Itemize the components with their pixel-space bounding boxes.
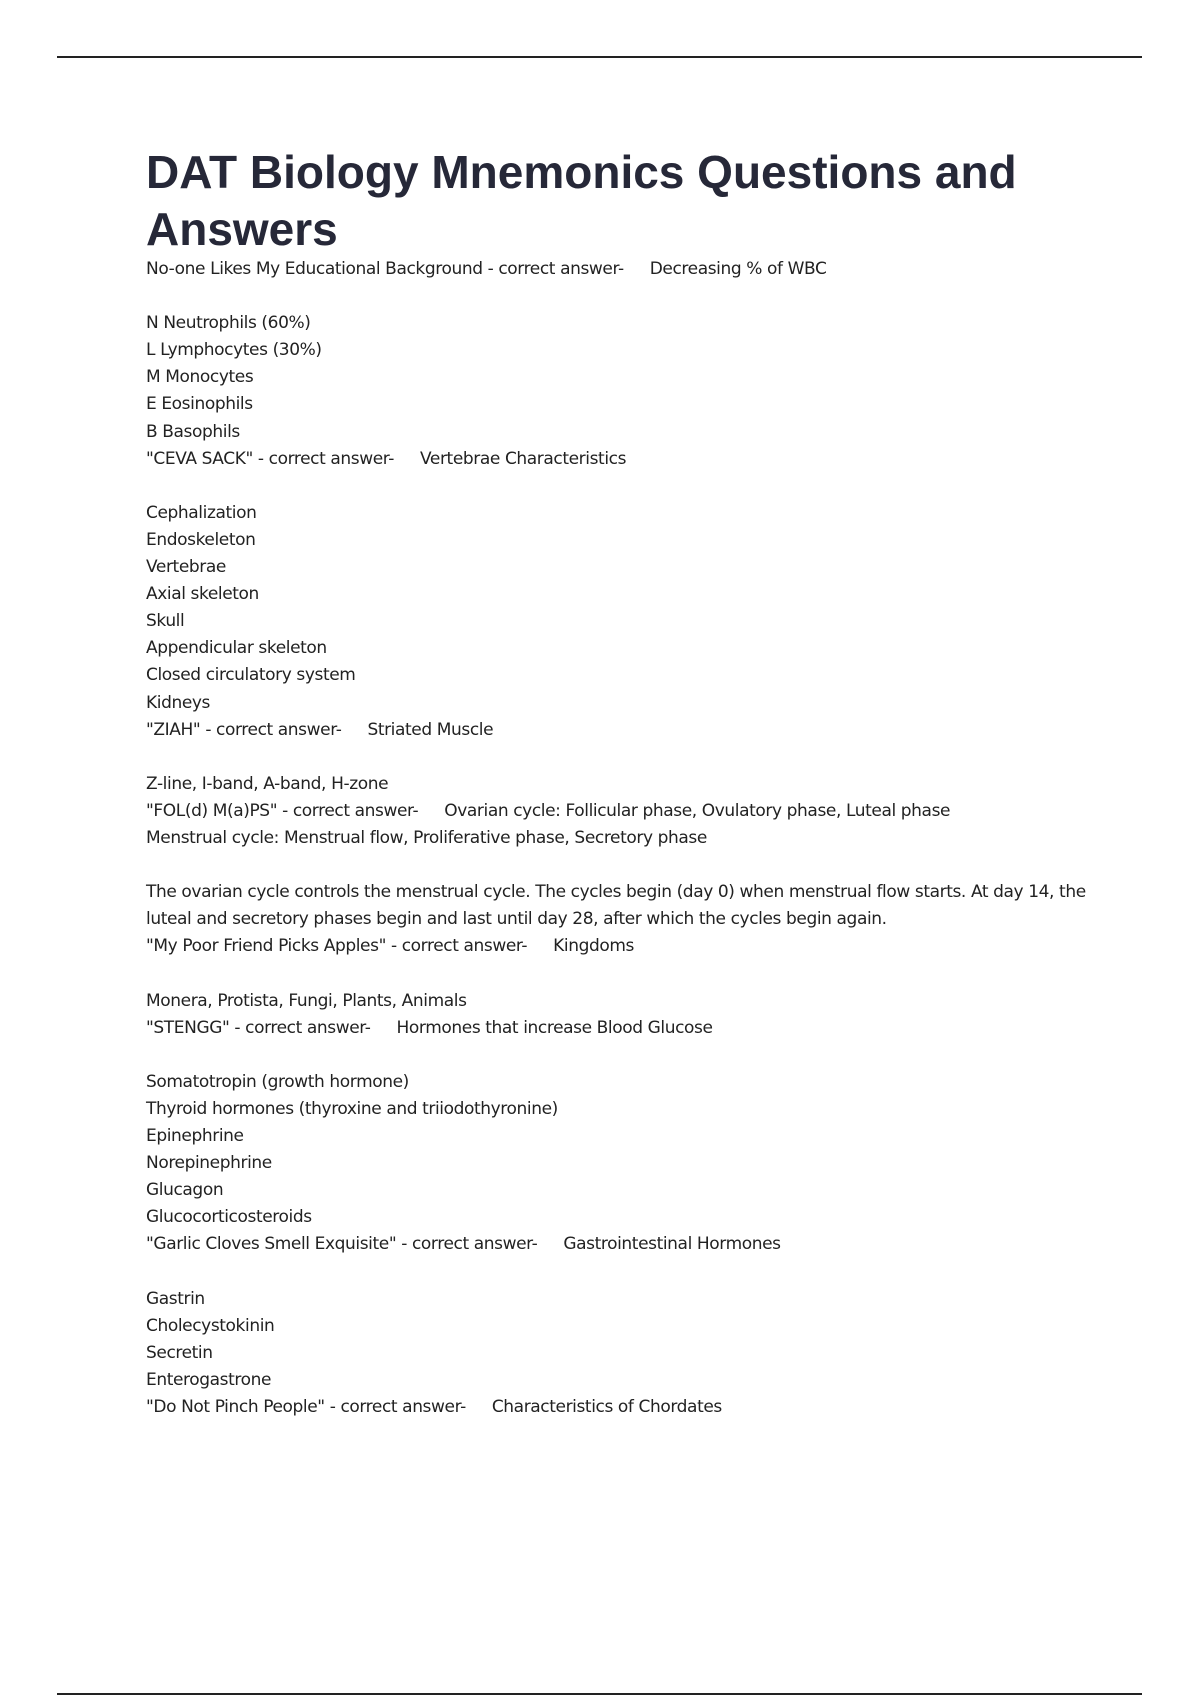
detail-line: Monera, Protista, Fungi, Plants, Animals (146, 990, 467, 1011)
qa-line (146, 717, 1086, 744)
detail-line: Glucocorticosteroids (146, 1207, 312, 1228)
detail-line: N Neutrophils (60%) (146, 313, 311, 334)
answer: Striated Muscle (367, 719, 494, 740)
qa-line (146, 933, 1086, 960)
blank-line (146, 473, 1086, 500)
qa-line (146, 798, 1086, 825)
question: "FOL(d) M(a)PS" - correct answer- (146, 800, 419, 821)
detail-line: Norepinephrine (146, 1153, 272, 1174)
qa-line (146, 446, 1086, 473)
detail-line: L Lymphocytes (30%) (146, 340, 322, 361)
detail-line: Gastrin (146, 1288, 205, 1309)
detail-line: M Monocytes (146, 367, 254, 388)
qa-line (146, 1231, 1086, 1258)
blank-line (146, 744, 1086, 771)
detail-line: Cholecystokinin (146, 1315, 275, 1336)
blank-line (146, 960, 1086, 987)
document-body (146, 256, 1091, 1421)
detail-line: Cephalization (146, 502, 257, 523)
blank-line (146, 283, 1086, 310)
detail-line: Z-line, I-band, A-band, H-zone (146, 773, 389, 794)
detail-line: Somatotropin (growth hormone) (146, 1071, 409, 1092)
qa-line (146, 1015, 1086, 1042)
document-title: DAT Biology Mnemonics Questions and Answers (146, 146, 1017, 255)
blank-line (146, 1042, 1086, 1069)
detail-line: Menstrual cycle: Menstrual flow, Proliferative phase, Secretory phase (146, 827, 707, 848)
detail-line: Appendicular skeleton (146, 638, 327, 659)
question: "Do Not Pinch People" - correct answer- (146, 1396, 466, 1417)
question: "STENGG" - correct answer- (146, 1017, 371, 1038)
question: "ZIAH" - correct answer- (146, 719, 342, 740)
detail-line: Skull (146, 611, 185, 632)
answer: Characteristics of Chordates (491, 1396, 722, 1417)
detail-line: Enterogastrone (146, 1369, 272, 1390)
blank-line (146, 1258, 1086, 1285)
answer: Hormones that increase Blood Glucose (396, 1017, 713, 1038)
detail-line: Endoskeleton (146, 529, 256, 550)
answer: Vertebrae Characteristics (420, 448, 627, 469)
question: "Garlic Cloves Smell Exquisite" - correct answer- (146, 1234, 538, 1255)
detail-line: Glucagon (146, 1180, 224, 1201)
detail-line: Kidneys (146, 692, 211, 713)
question: "CEVA SACK" - correct answer- (146, 448, 394, 469)
detail-line: Epinephrine (146, 1126, 244, 1146)
answer: Kingdoms (553, 936, 634, 957)
answer: Gastrointestinal Hormones (563, 1234, 781, 1255)
detail-line: E Eosinophils (146, 394, 253, 415)
qa-line (146, 256, 1086, 283)
question: No-one Likes My Educational Background - correct answer- (146, 259, 624, 279)
question: "My Poor Friend Picks Apples" - correct answer- (146, 936, 528, 957)
blank-line (146, 852, 1086, 879)
answer: Decreasing % of WBC (649, 259, 827, 279)
qa-line (146, 1394, 1086, 1421)
detail-line: Vertebrae (146, 557, 226, 578)
answer: Ovarian cycle: Follicular phase, Ovulatory phase, Luteal phase (444, 800, 951, 821)
detail-line: Closed circulatory system (146, 665, 356, 686)
header-rule (57, 56, 1142, 58)
detail-line: Thyroid hormones (thyroxine and triiodothyronine) (146, 1098, 558, 1119)
detail-line: B Basophils (146, 421, 240, 442)
detail-line: The ovarian cycle controls the menstrual cycle. The cycles begin (day 0) when menstrual flow starts. At day 14, the luteal and secretory phases begin and last until day 28, after which the cycles begin again. (146, 882, 1091, 930)
footer-rule (57, 1693, 1142, 1695)
detail-line: Secretin (146, 1342, 213, 1363)
detail-line: Axial skeleton (146, 584, 259, 605)
